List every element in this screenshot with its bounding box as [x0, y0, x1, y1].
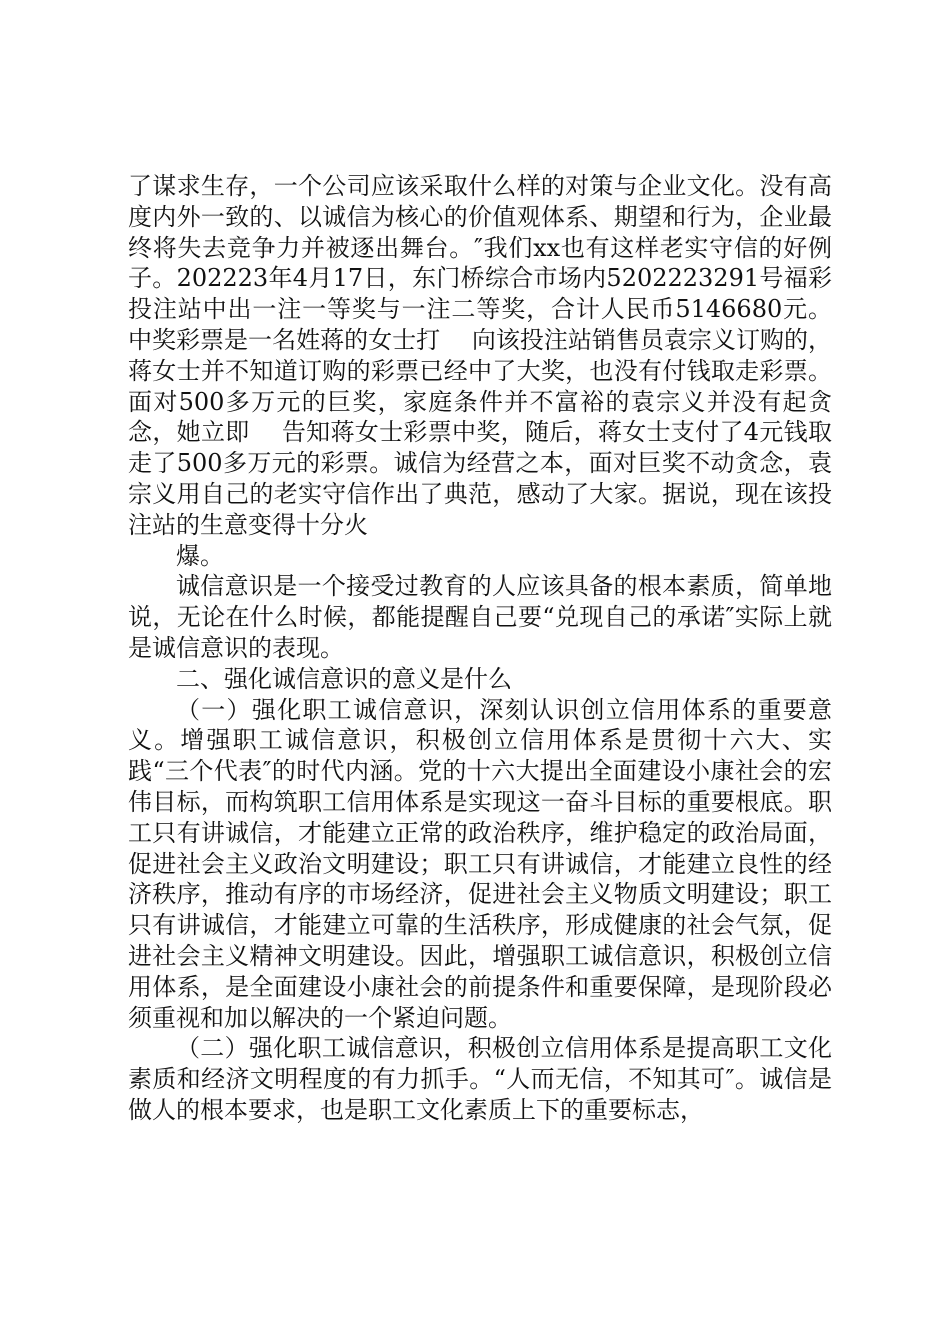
paragraph-6: （二）强化职工诚信意识，积极创立信用体系是提高职工文化素质和经济文明程度的有力抓手。“人而无信，不知其可″。诚信是做人的根本要求，也是职工文化素质上下的重要标志，: [128, 1034, 832, 1124]
paragraph-5: （一）强化职工诚信意识，深刻认识创立信用体系的重要意义。增强职工诚信意识，积极创立信用体系是贯彻十六大、实践“三个代表″的时代内涵。党的十六大提出全面建设小康社会的宏伟目标，而构筑职工信用体系是实现这一奋斗目标的重要根底。职工只有讲诚信，才能建立正常的政治秩序，维护稳定的政治局面，促进社会主义政治文明建设；职工只有讲诚信，才能建立良性的经济秩序，推动有序的市场经济，促进社会主义物质文明建设；职工只有讲诚信，才能建立可靠的生活秩序，形成健康的社会气氛，促进社会主义精神文明建设。因此，增强职工诚信意识，积极创立信用体系，是全面建设小康社会的前提条件和重要保障，是现阶段必须重视和加以解决的一个紧迫问题。: [128, 695, 832, 1032]
section-heading: 二、强化诚信意识的意义是什么: [176, 664, 512, 693]
document-body: [128, 171, 832, 1126]
paragraph-2: 爆。: [176, 541, 224, 570]
paragraph-3: 诚信意识是一个接受过教育的人应该具备的根本素质，简单地说，无论在什么时候，都能提醒自己要“兑现自己的承诺″实际上就是诚信意识的表现。: [128, 572, 832, 662]
paragraph-1: 了谋求生存，一个公司应该采取什么样的对策与企业文化。没有高度内外一致的、以诚信为核心的价值观体系、期望和行为，企业最终将失去竞争力并被逐出舞台。″我们xx也有这样老实守信的好例子。202223年4月17日，东门桥综合市场内5202223291号福彩投注站中出一注一等奖与一注二等奖，合计人民币5146680元。中奖彩票是一名姓蒋的女士打 向该投注站销售员袁宗义订购的，蒋女士并不知道订购的彩票已经中了大奖，也没有付钱取走彩票。面对500多万元的巨奖，家庭条件并不富裕的袁宗义并没有起贪念，她立即 告知蒋女士彩票中奖，随后，蒋女士支付了4元钱取走了500多万元的彩票。诚信为经营之本，面对巨奖不动贪念，袁宗义用自己的老实守信作出了典范，感动了大家。据说，现在该投注站的生意变得十分火: [128, 172, 832, 539]
